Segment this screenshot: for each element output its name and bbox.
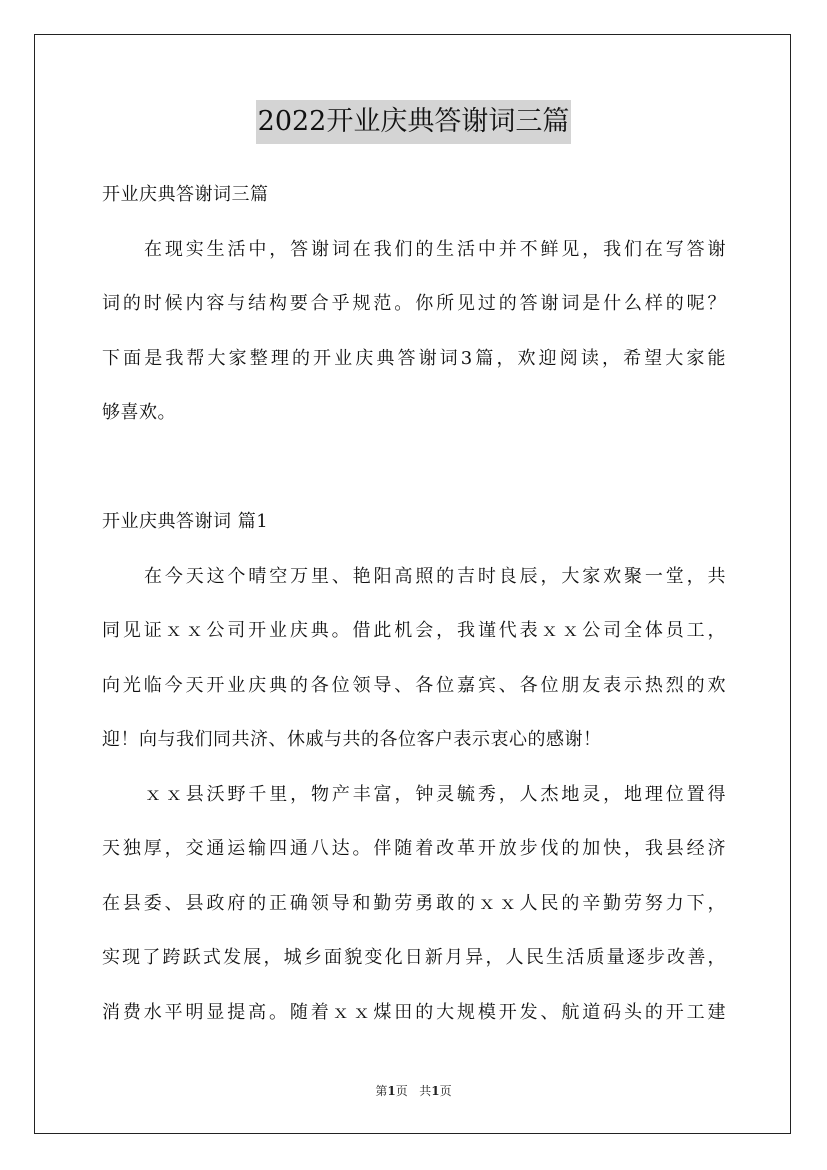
section-heading: 开业庆典答谢词三篇	[102, 184, 269, 205]
body-line: 在县委、县政府的正确领导和勤劳勇敢的ｘｘ人民的辛勤劳努力下，	[102, 892, 726, 914]
total-prefix: 共	[419, 1084, 432, 1098]
section-heading: 开业庆典答谢词 篇1	[102, 511, 269, 532]
blank-line	[102, 441, 726, 496]
document-title: 2022开业庆典答谢词三篇	[256, 100, 572, 144]
body-line: 向光临今天开业庆典的各位领导、各位嘉宾、各位朋友表示热烈的欢	[102, 674, 726, 696]
page-prefix: 第	[375, 1084, 388, 1098]
body-line: 下面是我帮大家整理的开业庆典答谢词3篇，欢迎阅读，希望大家能	[102, 347, 726, 369]
body-line: 天独厚，交通运输四通八达。伴随着改革开放步伐的加快，我县经济	[102, 838, 726, 859]
body-line: 同见证ｘｘ公司开业庆典。借此机会，我谨代表ｘｘ公司全体员工，	[102, 620, 726, 641]
body-line: 词的时候内容与结构要合乎规范。你所见过的答谢词是什么样的呢？	[102, 293, 726, 314]
page-number: 1	[387, 1084, 396, 1098]
total-number: 1	[431, 1084, 440, 1098]
page-suffix: 页	[395, 1084, 408, 1098]
document-body	[102, 168, 726, 1040]
total-suffix: 页	[439, 1084, 452, 1098]
body-line: 消费水平明显提高。随着ｘｘ煤田的大规模开发、航道码头的开工建	[102, 1001, 726, 1023]
title-area	[0, 100, 827, 144]
body-line: 够喜欢。	[102, 402, 176, 423]
body-line: ｘｘ县沃野千里，物产丰富，钟灵毓秀，人杰地灵，地理位置得	[144, 783, 726, 805]
page-footer	[0, 1083, 827, 1099]
body-line: 在现实生活中，答谢词在我们的生活中并不鲜见，我们在写答谢	[144, 238, 726, 260]
body-line: 在今天这个晴空万里、艳阳高照的吉时良辰，大家欢聚一堂，共	[144, 565, 726, 587]
body-line: 实现了跨跃式发展，城乡面貌变化日新月异，人民生活质量逐步改善，	[102, 947, 726, 968]
body-line: 迎！向与我们同共济、休戚与共的各位客户表示衷心的感谢！	[102, 729, 602, 750]
